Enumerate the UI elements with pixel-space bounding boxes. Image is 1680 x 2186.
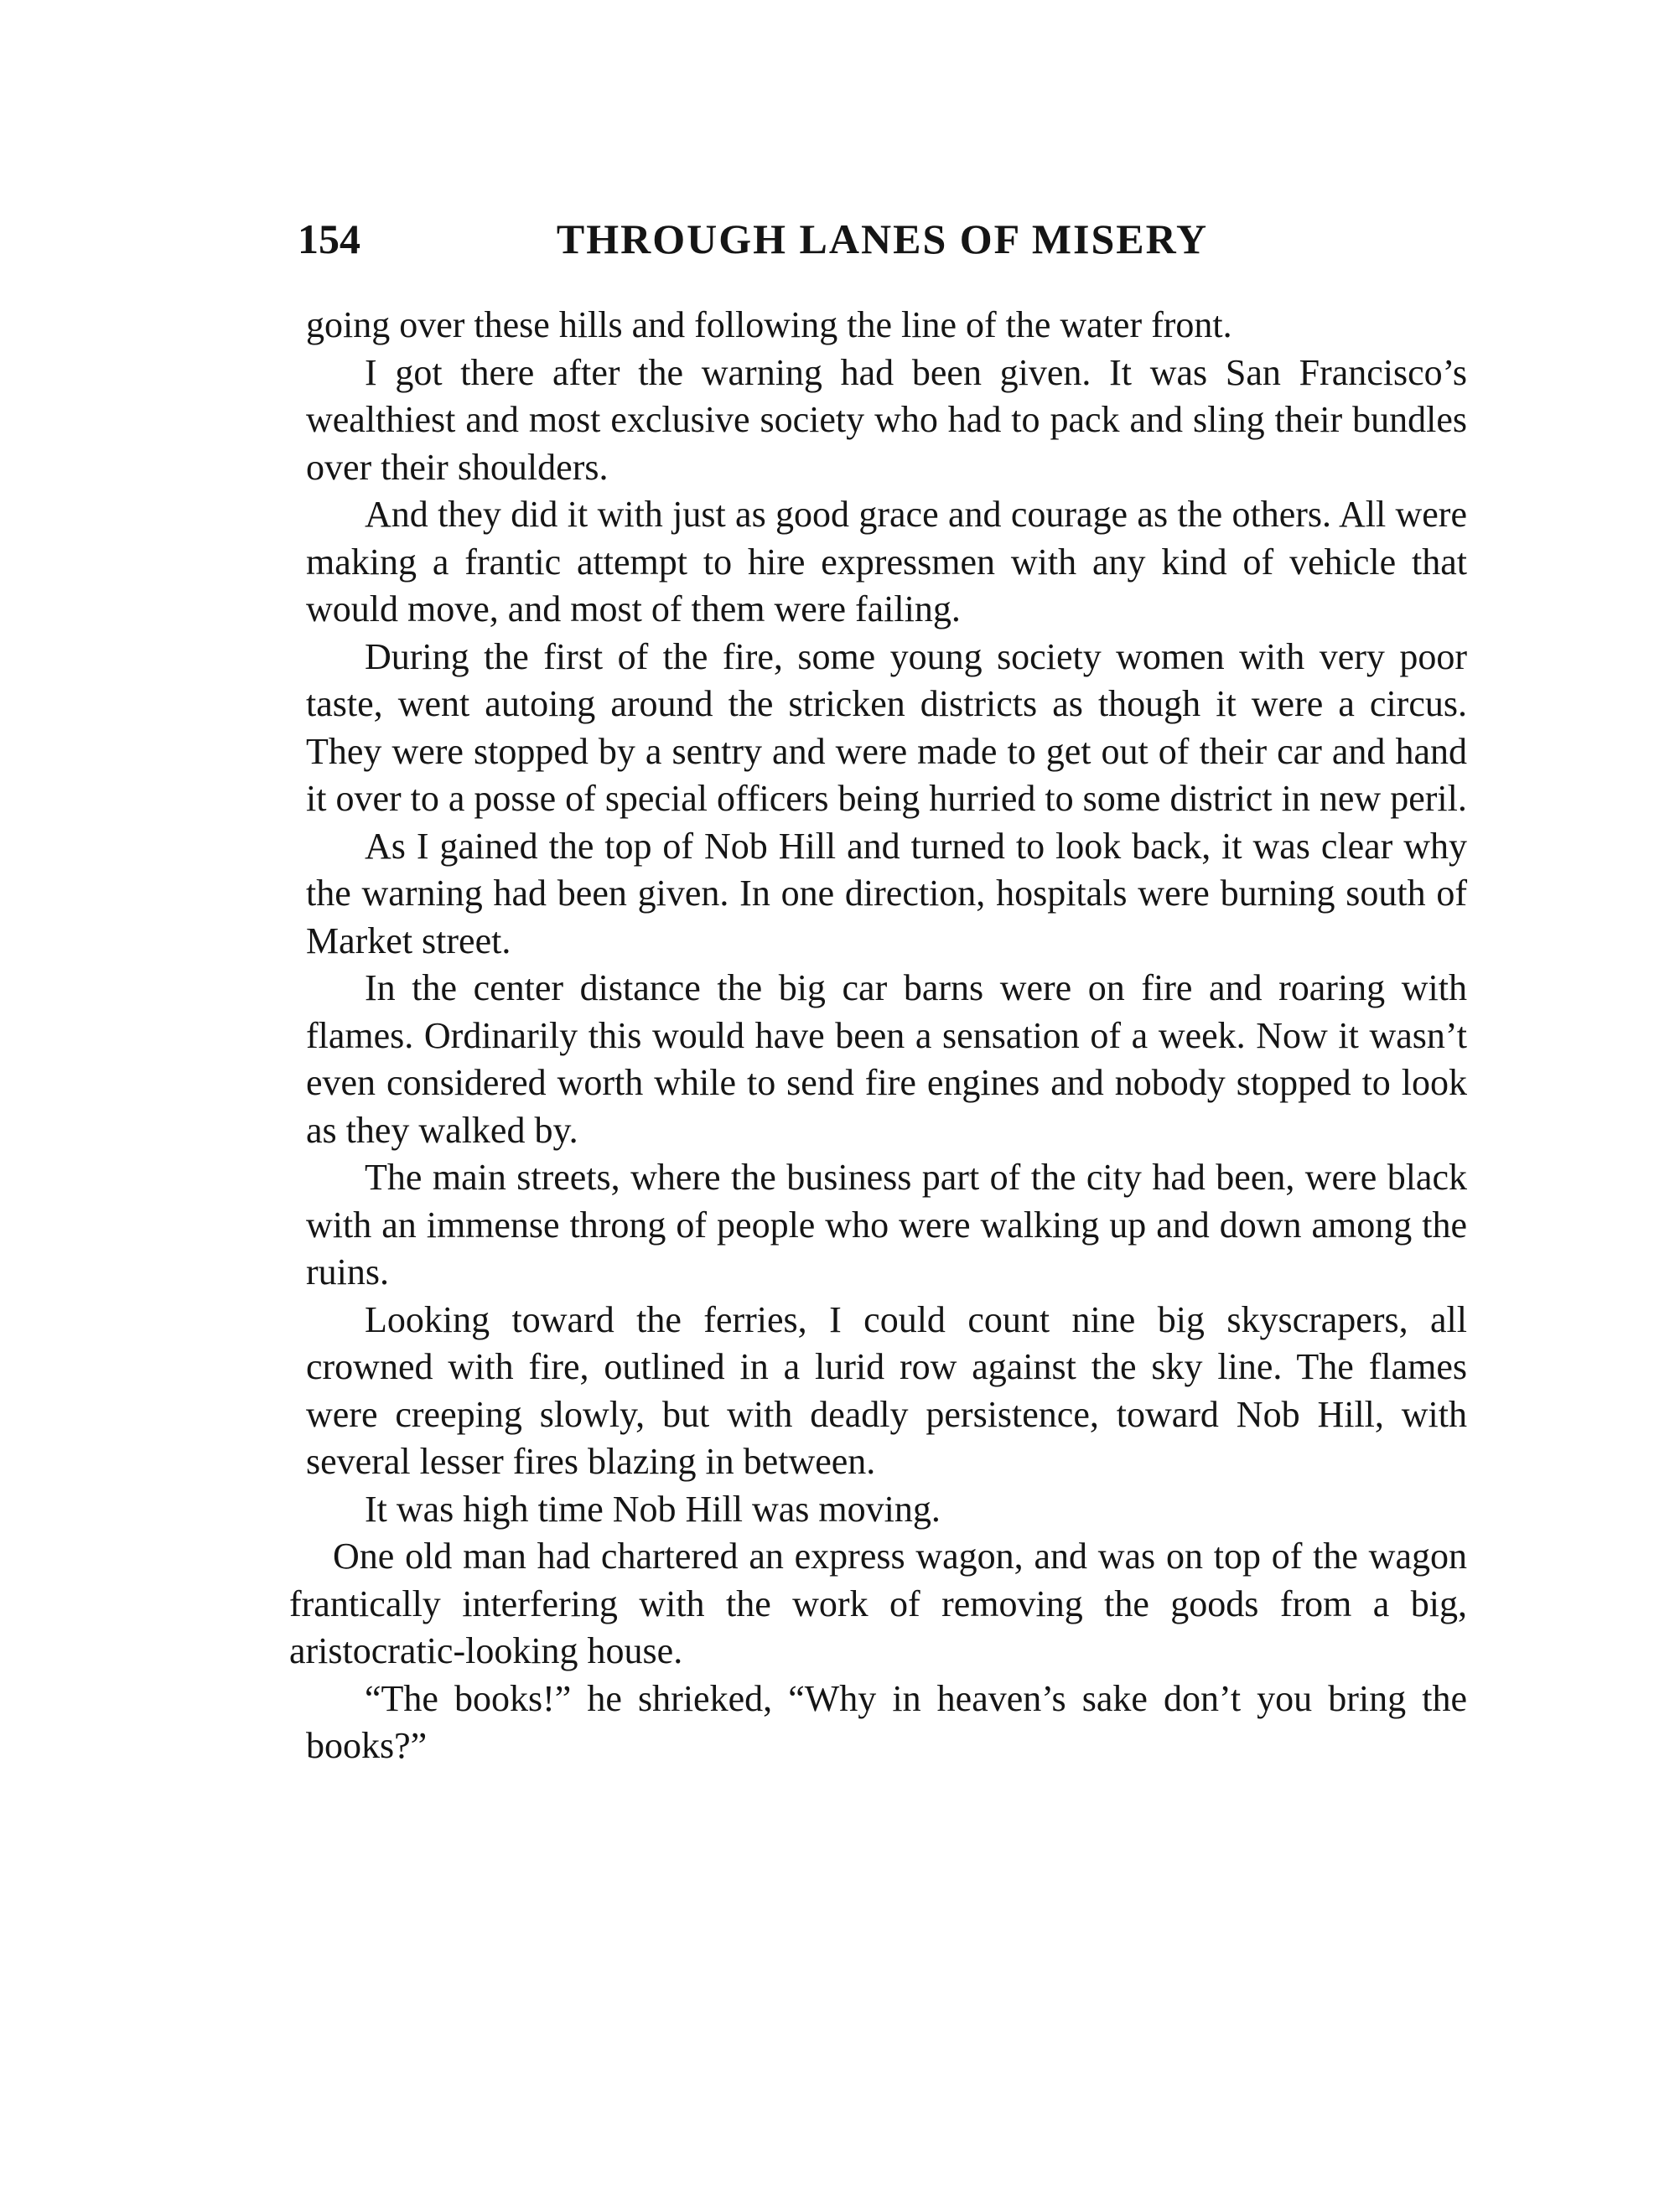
paragraph: In the center distance the big car barns were on fire and roaring with flames. Ordinarily this would have been a sensation of a week. Now it wasn’t even considered worth while to send fire engines and nobody stopped to look as they walked by. <box>306 967 1467 1151</box>
paragraph: It was high time Nob Hill was moving. <box>365 1488 941 1530</box>
paragraph: going over these hills and following the line of the water front. <box>306 304 1232 345</box>
paragraph: Looking toward the ferries, I could count nine big skyscrapers, all crowned with fire, outlined in a lurid row against the sky line. The flames were creeping slowly, but with deadly persistence, toward Nob Hill, with several lesser fires blazing in between. <box>306 1298 1467 1482</box>
paragraph: As I gained the top of Nob Hill and turned to look back, it was clear why the warning had been given. In one direction, hospitals were burning south of Market street. <box>306 825 1467 961</box>
paragraph: “The books!” he shrieked, “Why in heaven’s sake don’t you bring the books?” <box>306 1677 1467 1766</box>
paragraph: And they did it with just as good grace and courage as the others. All were making a frantic attempt to hire expressmen with any kind of vehicle that would move, and most of them were failing. <box>306 494 1467 629</box>
paragraph: The main streets, where the business part of the city had been, were black with an immense throng of people who were walking up and down among the ruins. <box>306 1157 1467 1292</box>
paragraph: One old man had chartered an express wagon, and was on top of the wagon frantically interfering with the work of removing the goods from a big, aristocratic-looking house. <box>289 1536 1467 1671</box>
page-number: 154 <box>298 215 360 262</box>
body-text <box>289 302 1467 1770</box>
paragraph: During the first of the fire, some young society women with very poor taste, went autoing around the stricken districts as though it were a circus. They were stopped by a sentry and were made to get out of their car and hand it over to a posse of special officers being hurried to some district in new peril. <box>306 635 1467 819</box>
paragraph: I got there after the warning had been given. It was San Francisco’s wealthiest and most exclusive society who had to pack and sling their bundles over their shoulders. <box>306 351 1467 488</box>
running-title: THROUGH LANES OF MISERY <box>556 215 1209 262</box>
running-head <box>298 210 1467 268</box>
